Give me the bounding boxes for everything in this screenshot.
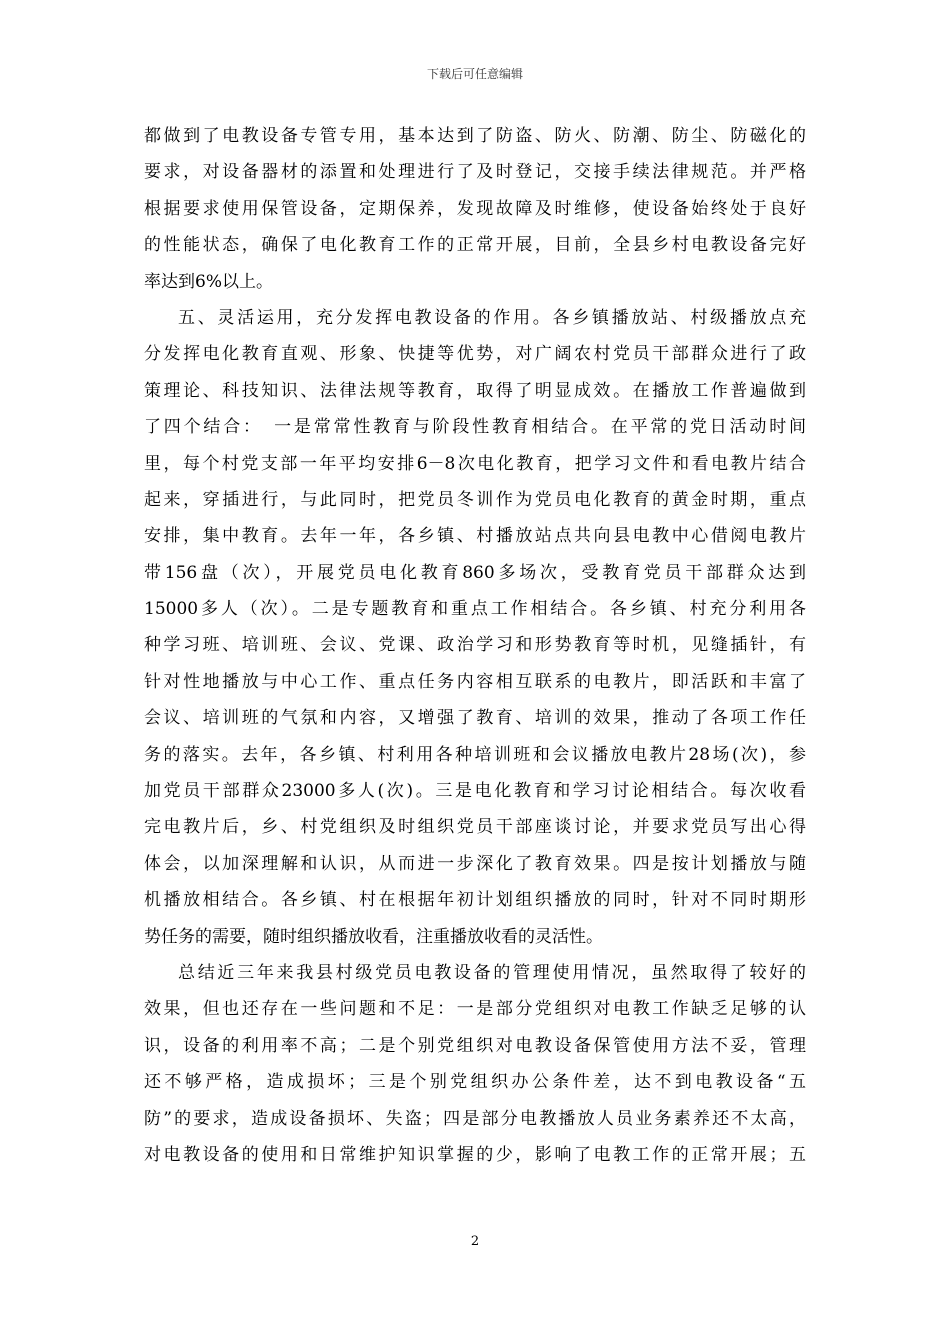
page-header [0,66,950,82]
text-line: 机播放相结合。各乡镇、村在根据年初计划组织播放的同时，针对不同时期形 [144,890,806,911]
text-line: 防”的要求，造成设备损坏、失盗；四是部分电教播放人员业务素养还不太高， [144,1108,806,1129]
document-body [144,118,806,1173]
text-line: 起来，穿插进行，与此同时，把党员冬训作为党员电化教育的黄金时期，重点 [144,489,806,510]
paragraph [144,118,806,300]
text-line: 分发挥电化教育直观、形象、快捷等优势，对广阔农村党员干部群众进行了政 [144,344,806,365]
text-line: 都做到了电教设备专管专用，基本达到了防盗、防火、防潮、防尘、防磁化的 [144,126,806,146]
text-line: 完电教片后，乡、村党组织及时组织党员干部座谈讨论，并要求党员写出心得 [144,817,806,838]
text-line: 要求，对设备器材的添置和处理进行了及时登记，交接手续法律规范。并严格 [144,162,806,183]
text-line: 了四个结合： 一是常常性教育与阶段性教育相结合。在平常的党日活动时间 [144,417,806,438]
header-text: 下载后可任意编辑 [426,67,523,81]
paragraph [144,300,806,955]
text-line: 安排，集中教育。去年一年，各乡镇、村播放站点共向县电教中心借阅电教片 [144,526,806,547]
text-line: 势任务的需要，随时组织播放收看，注重播放收看的灵活性。 [144,926,603,947]
text-line: 里，每个村党支部一年平均安排6－8次电化教育，把学习文件和看电教片结合 [144,453,806,474]
text-line: 的性能状态，确保了电化教育工作的正常开展，目前，全县乡村电教设备完好 [144,235,806,256]
text-line: 总结近三年来我县村级党员电教设备的管理使用情况，虽然取得了较好的 [178,962,806,983]
text-line: 会议、培训班的气氛和内容，又增强了教育、培训的效果，推动了各项工作任 [144,708,806,729]
text-line: 五、灵活运用，充分发挥电教设备的作用。各乡镇播放站、村级播放点充 [178,307,806,328]
paragraph [144,955,806,1173]
text-line: 率达到6%以上。 [144,271,273,292]
page-number: 2 [470,1234,480,1249]
text-line: 效果，但也还存在一些问题和不足：一是部分党组织对电教工作缺乏足够的认 [144,999,806,1020]
text-line: 种学习班、培训班、会议、党课、政治学习和形势教育等时机，见缝插针，有 [144,635,806,656]
text-line: 策理论、科技知识、法律法规等教育，取得了明显成效。在播放工作普遍做到 [144,380,806,401]
text-line: 识，设备的利用率不高；二是个别党组织对电教设备保管使用方法不妥，管理 [144,1035,806,1056]
text-line: 务的落实。去年，各乡镇、村利用各种培训班和会议播放电教片28场(次)，参 [144,744,806,765]
text-line: 加党员干部群众23000多人(次)。三是电化教育和学习讨论相结合。每次收看 [144,781,806,802]
text-line: 根据要求使用保管设备，定期保养，发现故障及时维修，使设备始终处于良好 [144,198,806,219]
text-line: 针对性地播放与中心工作、重点任务内容相互联系的电教片，即活跃和丰富了 [144,671,806,692]
text-line: 还不够严格，造成损坏；三是个别党组织办公条件差，达不到电教设备“五 [144,1072,806,1093]
text-line: 体会，以加深理解和认识，从而进一步深化了教育效果。四是按计划播放与随 [144,853,806,874]
page-footer [0,1234,950,1250]
text-line: 15000多人（次）。二是专题教育和重点工作相结合。各乡镇、村充分利用各 [144,599,806,620]
text-line: 对电教设备的使用和日常维护知识掌握的少，影响了电教工作的正常开展；五 [144,1144,806,1165]
text-line: 带156盘（次），开展党员电化教育860多场次，受教育党员干部群众达到 [144,562,806,583]
